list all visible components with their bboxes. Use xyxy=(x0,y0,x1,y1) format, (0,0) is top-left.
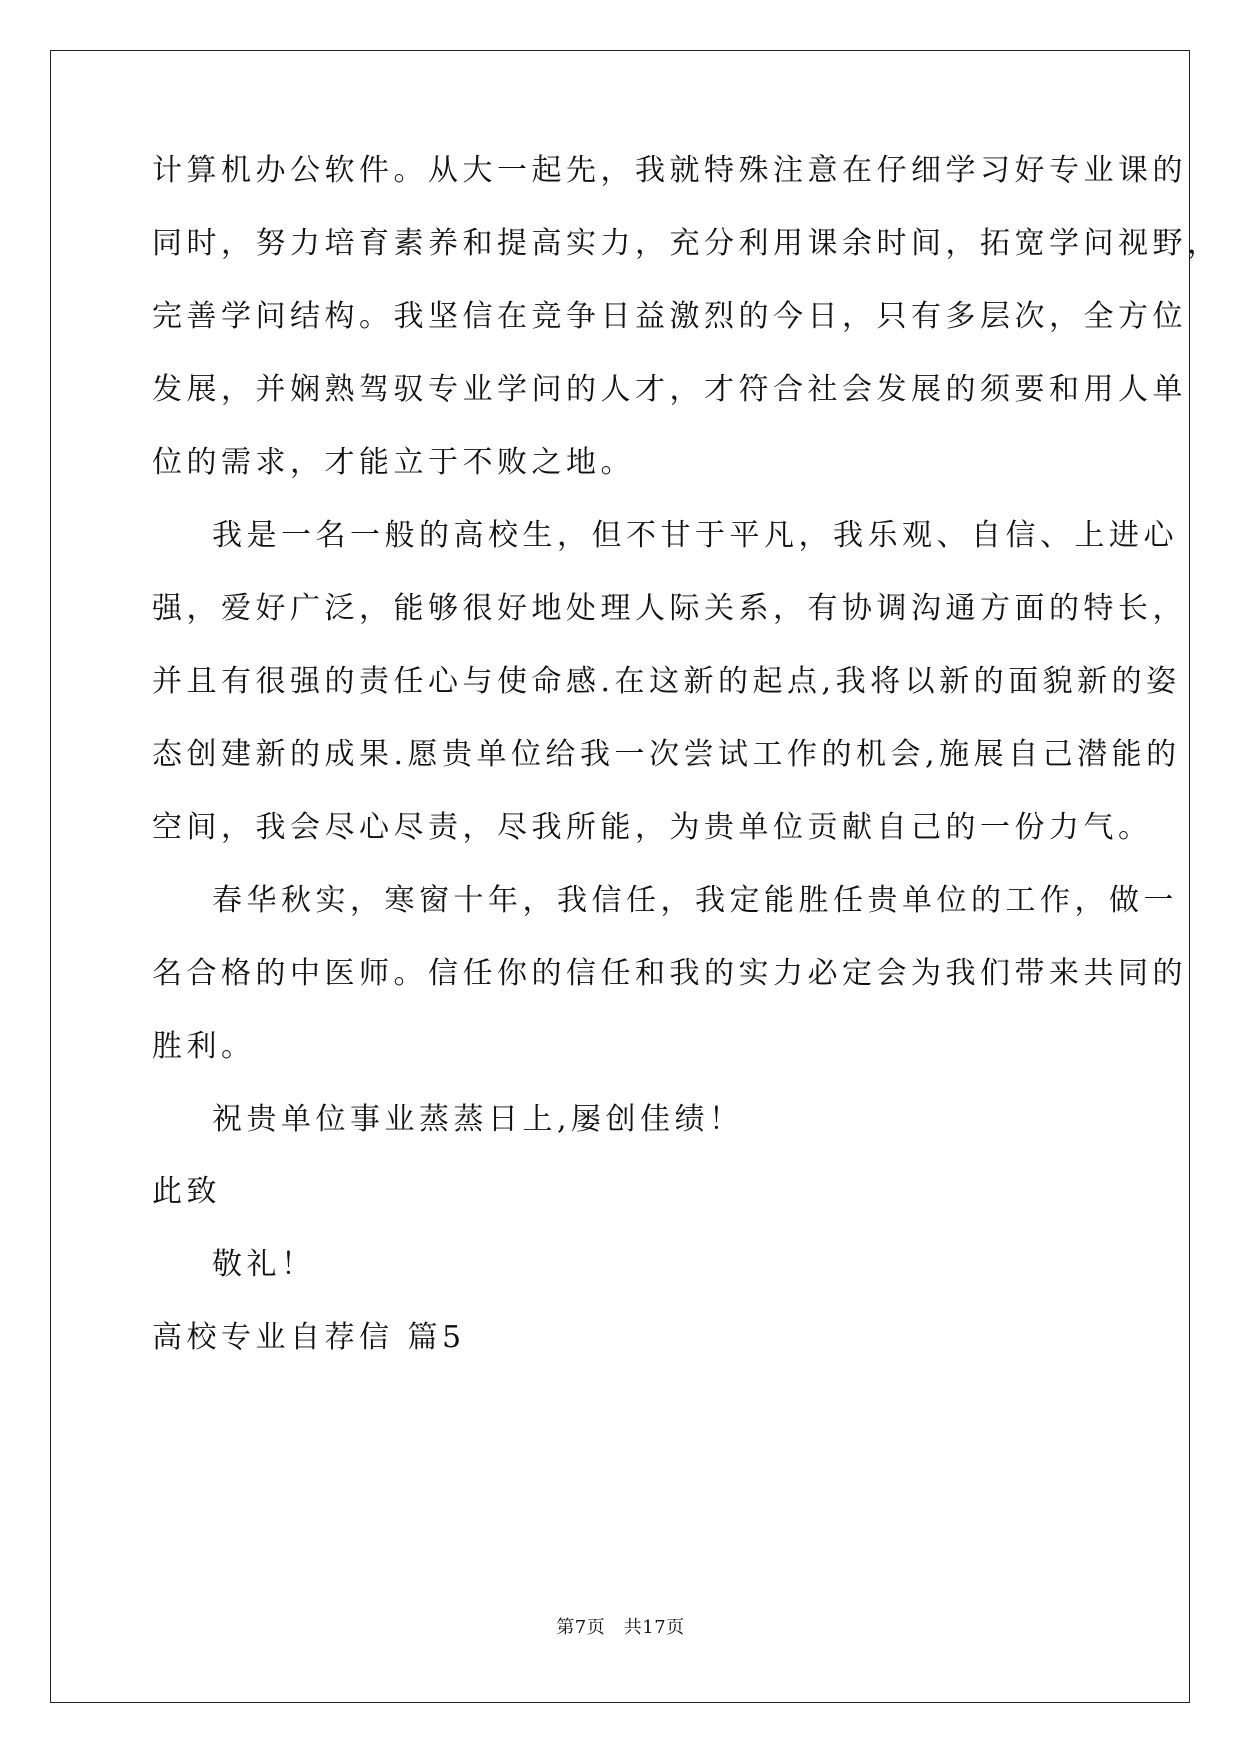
body-line-6: 我是一名一般的高校生，但不甘于平凡，我乐观、自信、上进心 xyxy=(212,518,1178,553)
salutation-cizhi: 此致 xyxy=(152,1174,221,1209)
salutation-jingli: 敬礼！ xyxy=(212,1247,316,1282)
closing-wish: 祝贵单位事业蒸蒸日上,屡创佳绩！ xyxy=(212,1102,744,1137)
body-line-13: 胜利。 xyxy=(152,1029,256,1064)
body-line-9: 态创建新的成果.愿贵单位给我一次尝试工作的机会,施展自己潜能的 xyxy=(152,737,1181,772)
body-line-11: 春华秋实，寒窗十年，我信任，我定能胜任贵单位的工作，做一 xyxy=(212,883,1178,918)
body-line-3: 完善学问结构。我坚信在竞争日益激烈的今日，只有多层次，全方位 xyxy=(152,299,1187,334)
section-heading: 高校专业自荐信 篇5 xyxy=(152,1320,466,1355)
body-line-5: 位的需求，才能立于不败之地。 xyxy=(152,445,635,480)
body-line-1: 计算机办公软件。从大一起先，我就特殊注意在仔细学习好专业课的 xyxy=(152,153,1187,188)
page-number-footer: 第7页 共17页 xyxy=(556,1617,685,1638)
body-line-12: 名合格的中医师。信任你的信任和我的实力必定会为我们带来共同的 xyxy=(152,956,1187,991)
body-line-10: 空间，我会尽心尽责，尽我所能，为贵单位贡献自己的一份力气。 xyxy=(152,810,1153,845)
body-line-8: 并且有很强的责任心与使命感.在这新的起点,我将以新的面貌新的姿 xyxy=(152,664,1181,699)
body-line-2: 同时，努力培育素养和提高实力，充分利用课余时间，拓宽学问视野， xyxy=(152,226,1222,261)
body-line-7: 强，爱好广泛，能够很好地处理人际关系，有协调沟通方面的特长， xyxy=(152,591,1187,626)
body-line-4: 发展，并娴熟驾驭专业学问的人才，才符合社会发展的须要和用人单 xyxy=(152,372,1187,407)
